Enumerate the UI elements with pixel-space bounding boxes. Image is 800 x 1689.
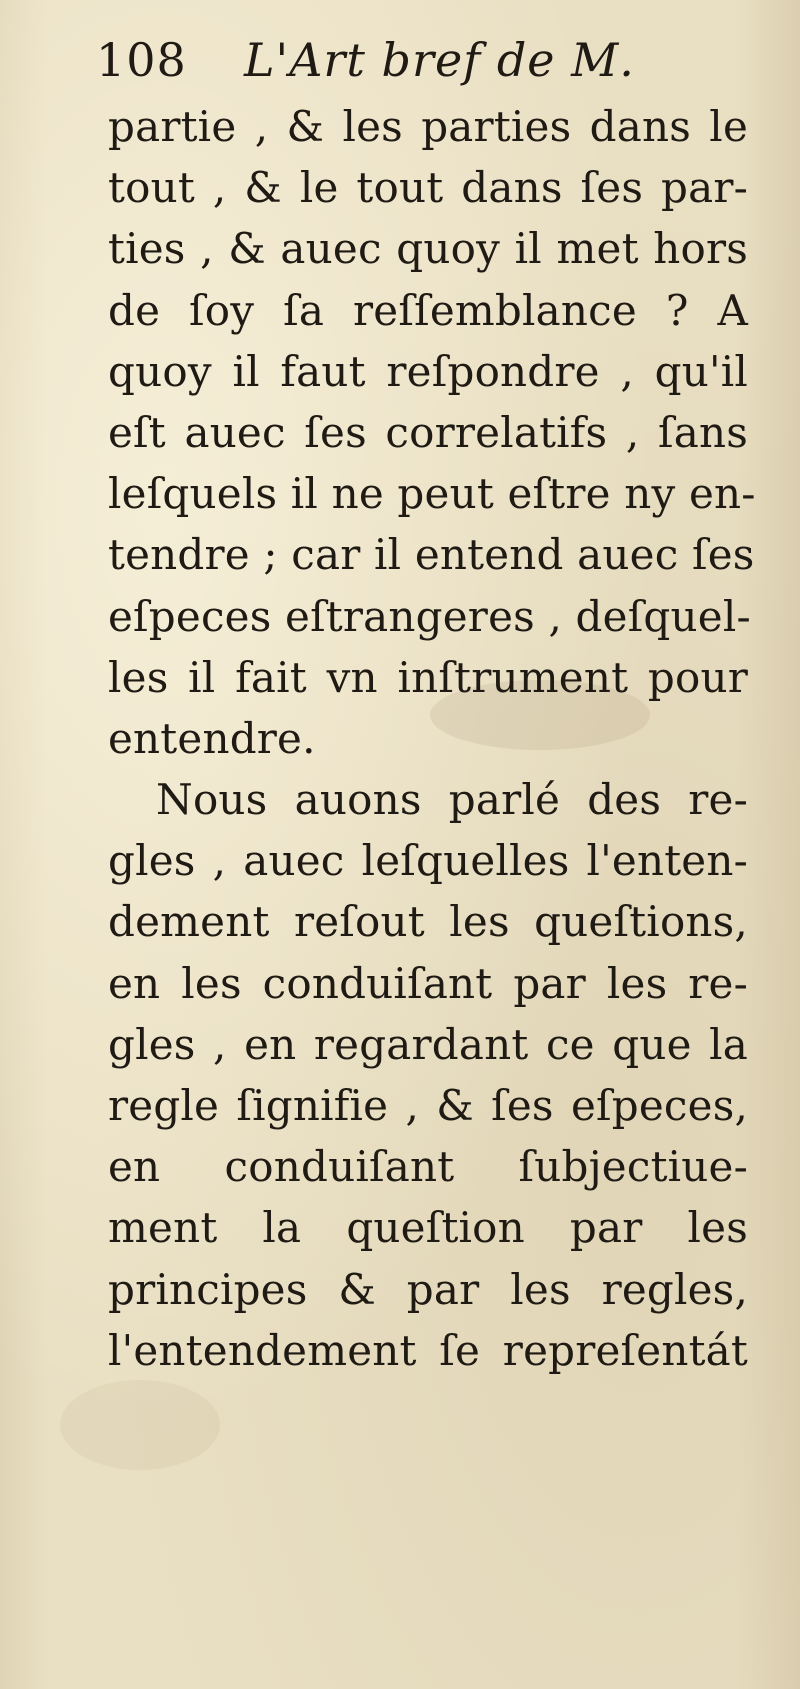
text-line: ment la queſtion par les	[108, 1203, 748, 1253]
text-line: regle ſignifie , & ſes eſpeces,	[108, 1081, 748, 1130]
text-line: tout , & le tout dans ſes par-	[108, 163, 748, 213]
text-line: en conduiſant ſubjectiue-	[108, 1142, 748, 1192]
text-line: de ſoy ſa reſſemblance ? A	[108, 285, 748, 335]
text-line: en les conduiſant par les re-	[108, 958, 748, 1008]
paper-stain	[60, 1380, 220, 1470]
text-line: entendre.	[108, 713, 316, 763]
text-line: quoy il faut reſpondre , qu'il	[108, 346, 748, 396]
text-line: eſpeces eſtrangeres , deſquel-	[108, 591, 751, 641]
text-line: gles , en regardant ce que la	[108, 1019, 748, 1069]
text-line: l'entendement ſe repreſentát	[108, 1325, 748, 1375]
text-line: gles , auec leſquelles l'enten-	[108, 836, 748, 886]
text-line: tendre ; car il entend auec ſes	[108, 530, 755, 580]
body-text	[108, 96, 756, 1381]
text-line: dement reſout les queſtions,	[108, 897, 748, 947]
running-title: L'Art bref de M.	[244, 33, 635, 87]
text-line: leſquels il ne peut eſtre ny en-	[108, 469, 756, 519]
page-number: 108	[96, 33, 187, 87]
text-line: partie , & les parties dans le	[108, 102, 748, 151]
text-line: les il fait vn inſtrument pour	[108, 652, 748, 702]
paragraph-start-line: Nous auons parlé des re-	[156, 775, 748, 825]
text-line: ties , & auec quoy il met hors	[108, 224, 748, 274]
text-line: eſt auec ſes correlatifs , ſans	[108, 407, 748, 457]
text-line: principes & par les regles,	[108, 1264, 748, 1314]
page-header	[96, 30, 716, 90]
